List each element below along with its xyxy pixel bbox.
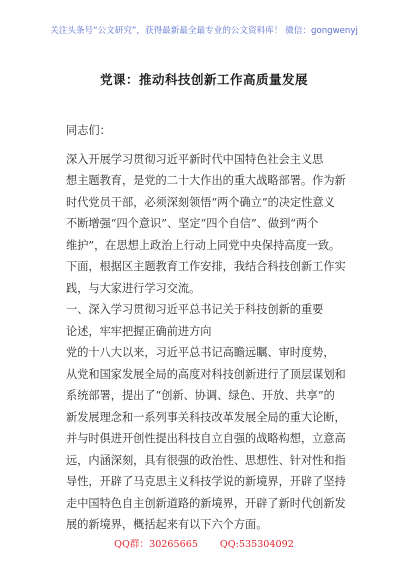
body-line: 维护”，在思想上政治上行动上同党中央保持高度一致。 bbox=[66, 238, 341, 252]
body-line: 远，内涵深刻，具有很强的政治性、思想性、针对性和指 bbox=[66, 453, 346, 467]
body-line: 新发展理念和一系列事关科技改革发展全局的重大论断， bbox=[66, 410, 346, 424]
body-line: 深入开展学习贯彻习近平新时代中国特色社会主义思 bbox=[66, 152, 324, 166]
body-line: 想主题教育，是党的二十大作出的重大战略部署。作为新 bbox=[66, 174, 346, 187]
body-line: 党的十八大以来，习近平总书记高瞻远瞩、审时度势， bbox=[66, 346, 335, 359]
top-banner: 关注头条号“公文研究”，获得最新最全最专业的公文资料库！ 微信：gongwenyj bbox=[50, 26, 358, 36]
body-line: 导性，开辟了马克思主义科技学说的新境界，开辟了坚持 bbox=[66, 475, 346, 488]
body-line: 走中国特色自主创新道路的新境界，开辟了新时代创新发 bbox=[66, 496, 346, 510]
body-line: 从党和国家发展全局的高度对科技创新进行了顶层谋划和 bbox=[66, 367, 346, 381]
qq-contact-link[interactable]: QQ:535304092 bbox=[219, 539, 294, 550]
body-line: 并与时俱进开创性提出科技自立自强的战略构想，立意高 bbox=[66, 432, 346, 445]
body-line: 系统部署，提出了“创新、协调、绿色、开放、共享”的 bbox=[66, 389, 335, 402]
document-title: 党课：推动科技创新工作高质量发展 bbox=[99, 72, 308, 87]
body-line: 践，与大家进行学习交流。 bbox=[66, 281, 201, 295]
body-line: 下面，根据区主题教育工作安排，我结合科技创新工作实 bbox=[66, 260, 346, 273]
footer-contact bbox=[0, 536, 408, 550]
section-heading-line: 论述，牢牢把握正确前进方向 bbox=[66, 324, 212, 338]
body-line: 时代党员干部，必须深刻领悟“两个确立”的决定性意义 bbox=[66, 195, 335, 209]
section-heading-line: 一、深入学习贯彻习近平总书记关于科技创新的重要 bbox=[66, 303, 324, 316]
salutation: 同志们： bbox=[66, 124, 111, 137]
body-line: 展的新境界，概括起来有以下六个方面。 bbox=[66, 518, 268, 531]
document-body bbox=[66, 120, 352, 536]
qq-group-link[interactable]: QQ群：30265665 bbox=[114, 539, 198, 550]
body-line: 不断增强“四个意识”、坚定“四个自信”、做到“两个 bbox=[66, 217, 319, 230]
